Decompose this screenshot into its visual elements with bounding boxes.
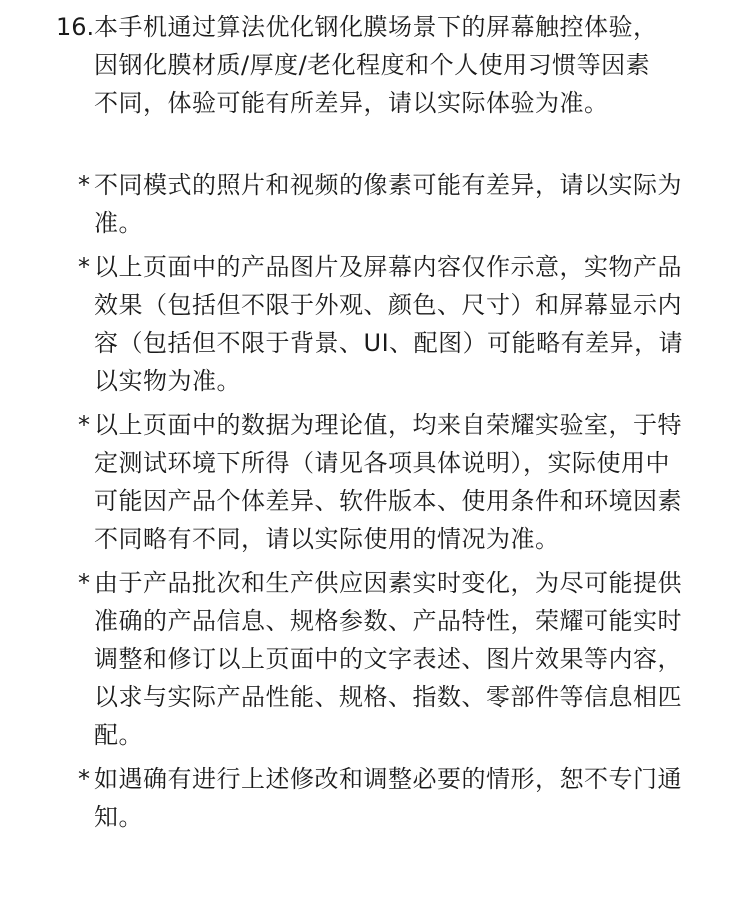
footnote-revision bbox=[78, 564, 698, 754]
text-line: 准确的产品信息、规格参数、产品特性，荣耀可能实时 bbox=[94, 607, 682, 635]
text-line: 配。 bbox=[94, 721, 143, 749]
item-number: 16. bbox=[56, 13, 95, 41]
text-line: 本手机通过算法优化钢化膜场景下的屏幕触控体验， bbox=[94, 13, 658, 41]
text-line: 定测试环境下所得（请见各项具体说明），实际使用中 bbox=[94, 449, 670, 477]
text-line: 如遇确有进行上述修改和调整必要的情形，恕不专门通 bbox=[94, 765, 682, 793]
footnote-no-notice bbox=[78, 760, 698, 836]
asterisk-marker: * bbox=[78, 569, 90, 597]
text-line: 以求与实际产品性能、规格、指数、零部件等信息相匹 bbox=[94, 683, 682, 711]
text-line: 不同模式的照片和视频的像素可能有差异，请以实际为 bbox=[94, 171, 682, 199]
text-line: 可能因产品个体差异、软件版本、使用条件和环境因素 bbox=[94, 487, 682, 515]
text-line: 以上页面中的产品图片及屏幕内容仅作示意，实物产品 bbox=[94, 253, 682, 281]
text-line: 调整和修订以上页面中的文字表述、图片效果等内容， bbox=[94, 645, 682, 673]
text-line: 以实物为准。 bbox=[94, 367, 241, 395]
footnote-theoretical-values bbox=[78, 406, 698, 558]
text-line: 不同略有不同，请以实际使用的情况为准。 bbox=[94, 525, 560, 553]
text-line: 效果（包括但不限于外观、颜色、尺寸）和屏幕显示内 bbox=[94, 291, 682, 319]
text-line: 容（包括但不限于背景、UI、配图）可能略有差异，请 bbox=[94, 329, 684, 357]
asterisk-marker: * bbox=[78, 411, 90, 439]
text-line: 以上页面中的数据为理论值，均来自荣耀实验室，于特 bbox=[94, 411, 682, 439]
footnote-list bbox=[78, 166, 698, 842]
asterisk-marker: * bbox=[78, 253, 90, 281]
footnote-illustration bbox=[78, 248, 698, 400]
asterisk-marker: * bbox=[78, 171, 90, 199]
numbered-note-text bbox=[94, 8, 716, 122]
text-line: 准。 bbox=[94, 209, 143, 237]
footnote-pixel-difference bbox=[78, 166, 698, 242]
text-line: 由于产品批次和生产供应因素实时变化，为尽可能提供 bbox=[94, 569, 682, 597]
text-line: 不同，体验可能有所差异，请以实际体验为准。 bbox=[94, 89, 609, 117]
text-line: 知。 bbox=[94, 803, 143, 831]
asterisk-marker: * bbox=[78, 765, 90, 793]
text-line: 因钢化膜材质/厚度/老化程度和个人使用习惯等因素 bbox=[94, 51, 651, 79]
numbered-note-16 bbox=[56, 8, 716, 122]
